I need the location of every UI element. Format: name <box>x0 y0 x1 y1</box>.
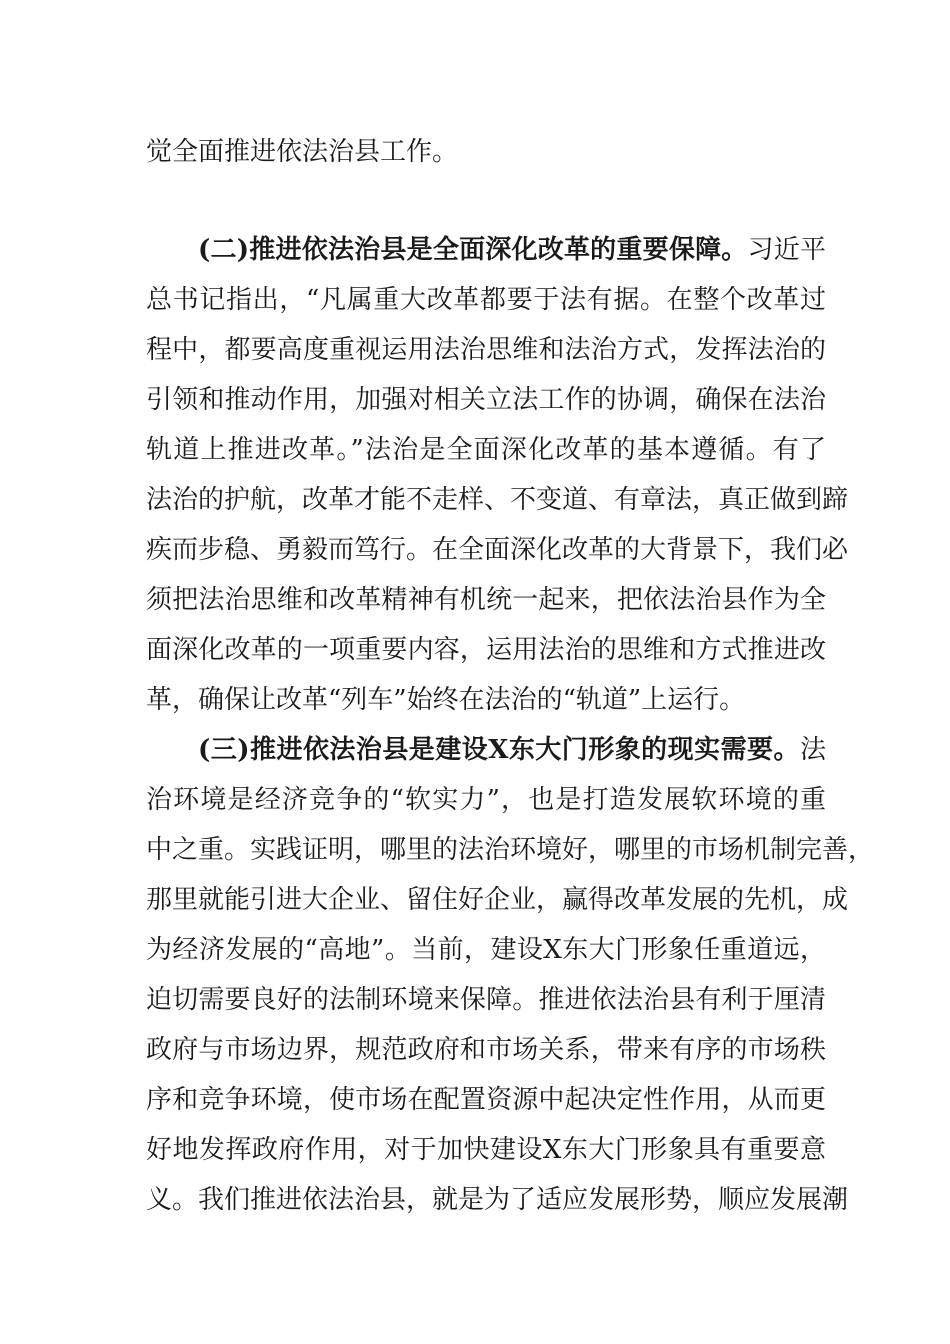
paragraph-line: 轨道上推进改革。”法治是全面深化改革的基本遵循。有了 <box>146 435 826 465</box>
section-heading: (二)推进依法治县是全面深化改革的重要保障。 <box>198 235 748 265</box>
paragraph-line: 疾而步稳、勇毅而笃行。在全面深化改革的大背景下，我们必 <box>146 535 849 565</box>
paragraph-line: 义。我们推进依法治县，就是为了适应发展形势，顺应发展潮 <box>146 1185 849 1215</box>
paragraph-line: 迫切需要良好的法制环境来保障。推进依法治县有利于厘清 <box>146 985 826 1015</box>
paragraph-text: 法 <box>799 735 826 765</box>
paragraph-text: 习近平 <box>747 235 826 265</box>
paragraph-line: 治环境是经济竞争的“软实力”，也是打造发展软环境的重 <box>146 785 826 815</box>
paragraph-line: 为经济发展的“高地”。当前，建设X东大门形象任重道远， <box>146 935 826 965</box>
paragraph-line: 中之重。实践证明，哪里的法治环境好，哪里的市场机制完善， <box>146 835 875 865</box>
paragraph-line: 须把法治思维和改革精神有机统一起来，把依法治县作为全 <box>146 585 826 615</box>
paragraph-line: 那里就能引进大企业、留住好企业，赢得改革发展的先机，成 <box>146 885 849 915</box>
paragraph-line: 革，确保让改革“列车”始终在法治的“轨道”上运行。 <box>146 685 746 715</box>
paragraph-heading-line <box>198 233 826 267</box>
paragraph-heading-line <box>198 733 826 767</box>
paragraph-line: 法治的护航，改革才能不走样、不变道、有章法，真正做到蹄 <box>146 485 849 515</box>
paragraph-line: 序和竞争环境，使市场在配置资源中起决定性作用，从而更 <box>146 1085 826 1115</box>
paragraph-line: 觉全面推进依法治县工作。 <box>146 137 459 167</box>
paragraph-line: 引领和推动作用，加强对相关立法工作的协调，确保在法治 <box>146 385 826 415</box>
paragraph-line: 总书记指出，“凡属重大改革都要于法有据。在整个改革过 <box>146 285 826 315</box>
section-heading: (三)推进依法治县是建设X东大门形象的现实需要。 <box>198 735 800 765</box>
paragraph-line: 面深化改革的一项重要内容，运用法治的思维和方式推进改 <box>146 635 826 665</box>
paragraph-line: 政府与市场边界，规范政府和市场关系，带来有序的市场秩 <box>146 1035 826 1065</box>
paragraph-line: 好地发挥政府作用，对于加快建设X东大门形象具有重要意 <box>146 1135 826 1165</box>
paragraph-line: 程中，都要高度重视运用法治思维和法治方式，发挥法治的 <box>146 335 826 365</box>
